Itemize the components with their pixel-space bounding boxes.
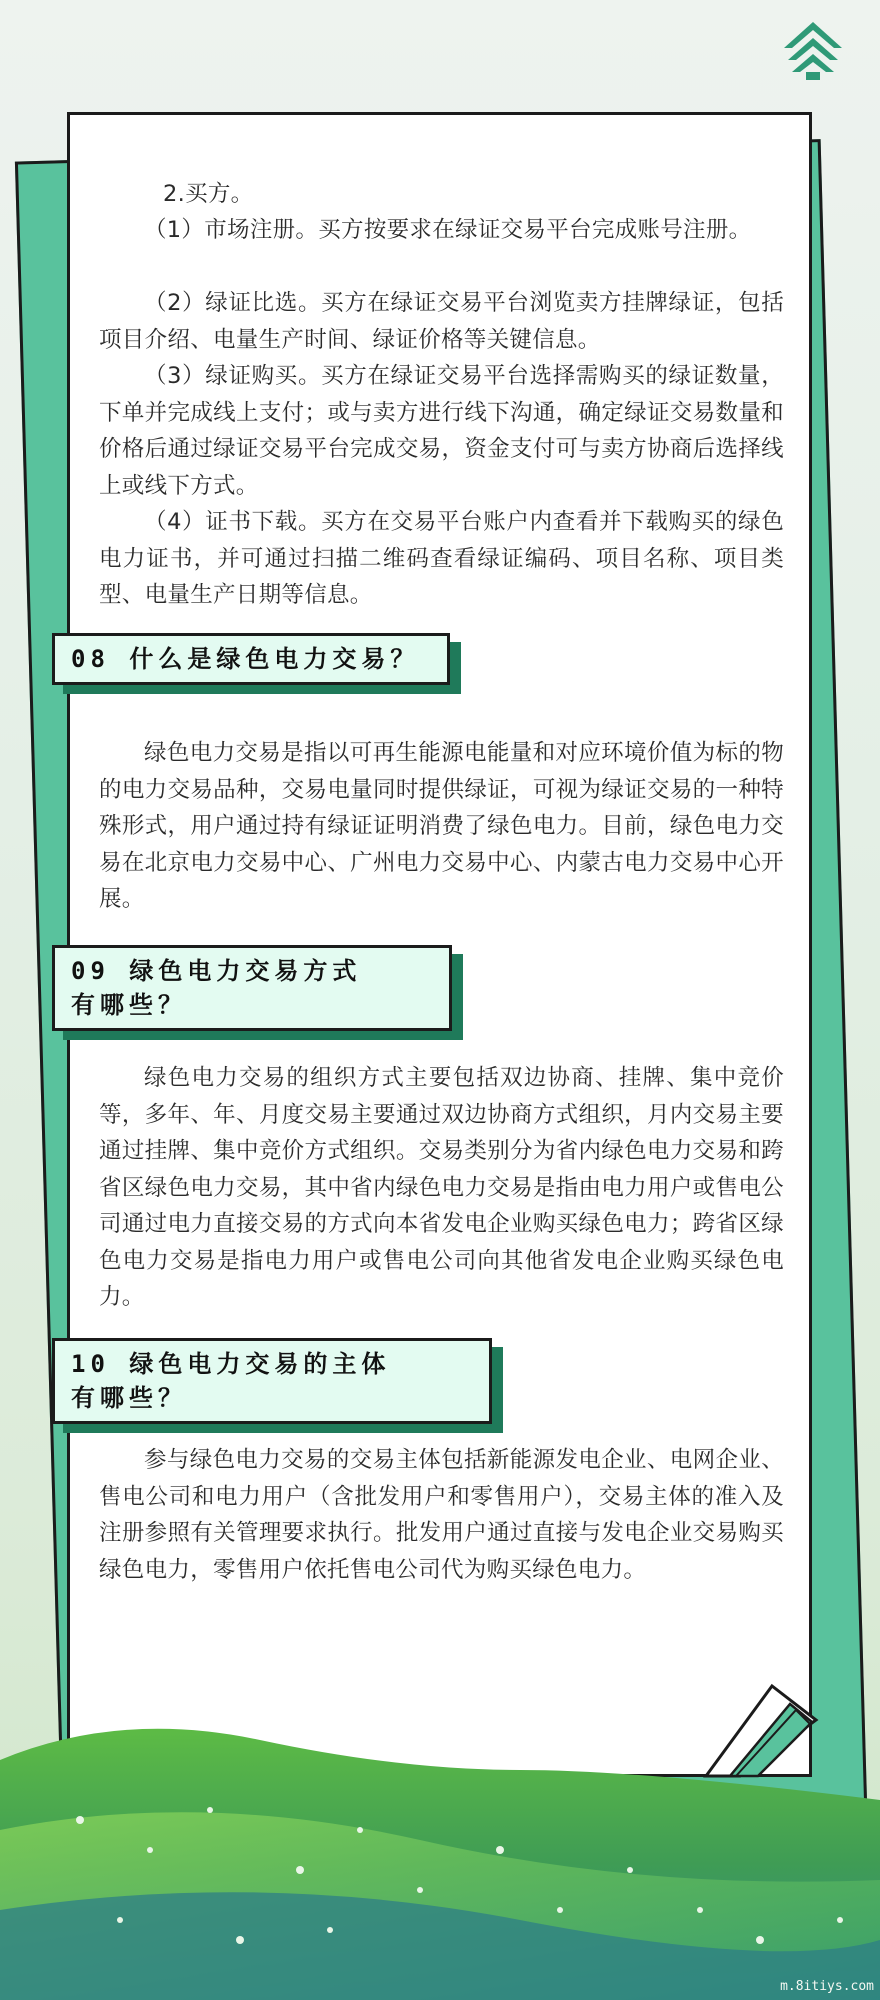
section-10-heading-line1: 10 绿色电力交易的主体 <box>71 1350 391 1378</box>
section-08-heading <box>52 633 450 685</box>
buyer-step-4: （4）证书下载。买方在交易平台账户内查看并下载购买的绿色电力证书，并可通过扫描二维码查看绿证编码、项目名称、项目类型、电量生产日期等信息。 <box>99 509 784 608</box>
section-08-heading-text: 08 什么是绿色电力交易？ <box>71 645 420 673</box>
section-10-body: 参与绿色电力交易的交易主体包括新能源发电企业、电网企业、售电公司和电力用户（含批发用户和零售用户），交易主体的准入及注册参照有关管理要求执行。批发用户通过直接与发电企业交易购买绿色电力，零售用户依托售电公司代为购买绿色电力。 <box>99 1447 784 1583</box>
section-10-heading <box>52 1338 492 1424</box>
section-09-heading-line2: 有哪些？ <box>71 991 187 1019</box>
chevron-logo-icon <box>780 18 846 84</box>
section-09-heading <box>52 945 452 1031</box>
section-09-body: 绿色电力交易的组织方式主要包括双边协商、挂牌、集中竞价等，多年、年、月度交易主要通过双边协商方式组织，月内交易主要通过挂牌、集中竞价方式组织。交易类别分为省内绿色电力交易和跨省区绿色电力交易，其中省内绿色电力交易是指由电力用户或售电公司通过电力直接交易的方式向本省发电企业购买绿色电力；跨省区绿色电力交易是指电力用户或售电公司向其他省发电企业购买绿色电力。 <box>99 1065 784 1310</box>
section-08-body: 绿色电力交易是指以可再生能源电能量和对应环境价值为标的物的电力交易品种，交易电量同时提供绿证，可视为绿证交易的一种特殊形式，用户通过持有绿证证明消费了绿色电力。目前，绿色电力交易在北京电力交易中心、广州电力交易中心、内蒙古电力交易中心开展。 <box>99 740 784 912</box>
buyer-step-1: （1）市场注册。买方按要求在绿证交易平台完成账号注册。 <box>144 217 752 243</box>
buyer-section-title: 2.买方。 <box>163 181 254 207</box>
section-10-heading-line2: 有哪些？ <box>71 1384 187 1412</box>
watermark-text: m.8itiys.com <box>780 1979 874 1994</box>
section-09-heading-line1: 09 绿色电力交易方式 <box>71 957 362 985</box>
buyer-step-3: （3）绿证购买。买方在绿证交易平台选择需购买的绿证数量，下单并完成线上支付；或与卖方进行线下沟通，确定绿证交易数量和价格后通过绿证交易平台完成交易，资金支付可与卖方协商后选择线上或线下方式。 <box>99 363 784 499</box>
meadow-illustration <box>0 1680 880 2000</box>
buyer-step-2: （2）绿证比选。买方在绿证交易平台浏览卖方挂牌绿证，包括项目介绍、电量生产时间、绿证价格等关键信息。 <box>99 290 784 353</box>
